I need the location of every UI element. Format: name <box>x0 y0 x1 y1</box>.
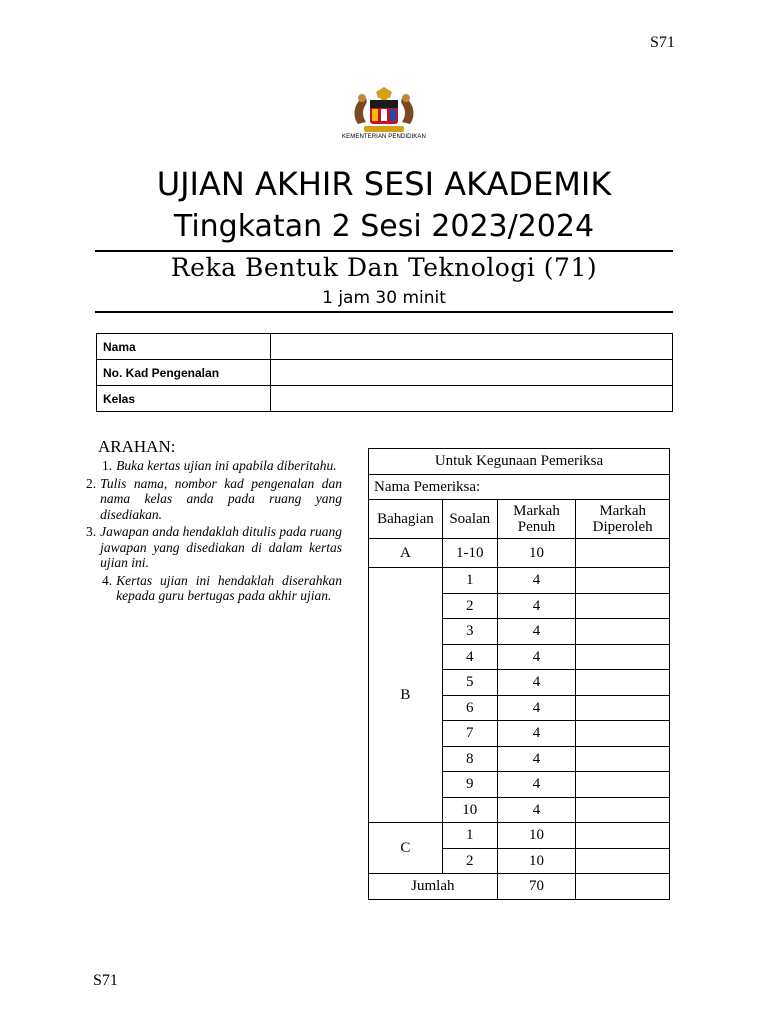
section-c-label: C <box>369 823 443 874</box>
obtained-mark-cell[interactable] <box>576 721 670 747</box>
table-row <box>369 474 670 500</box>
item-number: 1. <box>102 458 113 473</box>
obtained-mark-cell[interactable] <box>576 772 670 798</box>
item-text: Tulis nama, nombor kad pengenalan dan nama kelas anda pada ruang yang disediakan. <box>100 475 342 522</box>
exam-duration: 1 jam 30 minit <box>322 288 446 308</box>
table-row <box>369 500 670 539</box>
question-number: 2 <box>442 848 497 874</box>
obtained-mark-cell[interactable] <box>576 848 670 874</box>
table-row <box>97 334 673 360</box>
item-number: 4. <box>102 572 113 588</box>
question-number: 4 <box>442 644 497 670</box>
examiner-name-label: Nama Pemeriksa: <box>369 474 670 500</box>
section-a-question: 1-10 <box>442 539 497 568</box>
subject-title: Reka Bentuk Dan Teknologi (71) <box>170 253 598 282</box>
name-field[interactable] <box>271 334 673 360</box>
full-mark: 4 <box>497 746 576 772</box>
id-field[interactable] <box>271 360 673 386</box>
item-text: Kertas ujian ini hendaklah diserahkan kepada guru bertugas pada akhir ujian. <box>116 572 342 603</box>
section-a-label: A <box>369 539 443 568</box>
full-mark: 4 <box>497 670 576 696</box>
id-label: No. Kad Pengenalan <box>97 360 271 386</box>
column-header-obtained-marks: Markah Diperoleh <box>576 500 670 539</box>
coat-of-arms-logo <box>348 86 420 136</box>
section-b-label: B <box>369 568 443 823</box>
full-mark: 4 <box>497 619 576 645</box>
table-row <box>369 568 670 594</box>
class-field[interactable] <box>271 386 673 412</box>
exam-title: UJIAN AKHIR SESI AKADEMIK <box>156 165 612 203</box>
candidate-info-table <box>96 333 673 412</box>
full-mark: 4 <box>497 695 576 721</box>
question-number: 3 <box>442 619 497 645</box>
column-header-section: Bahagian <box>369 500 443 539</box>
page-code-top: S71 <box>650 34 675 51</box>
table-row <box>97 360 673 386</box>
marks-table <box>368 448 670 900</box>
table-row <box>369 823 670 849</box>
question-number: 6 <box>442 695 497 721</box>
class-label: Kelas <box>97 386 271 412</box>
obtained-mark-cell[interactable] <box>576 644 670 670</box>
question-number: 1 <box>442 568 497 594</box>
bottom-rule <box>95 311 673 313</box>
item-text: Buka kertas ujian ini apabila diberitahu. <box>116 458 337 473</box>
table-row <box>369 874 670 900</box>
full-mark: 4 <box>497 593 576 619</box>
item-number: 2. <box>86 475 97 491</box>
full-mark: 4 <box>497 721 576 747</box>
obtained-mark-cell[interactable] <box>576 670 670 696</box>
obtained-mark-cell[interactable] <box>576 797 670 823</box>
question-number: 5 <box>442 670 497 696</box>
obtained-mark-cell[interactable] <box>576 823 670 849</box>
question-number: 10 <box>442 797 497 823</box>
instructions-heading: ARAHAN: <box>98 437 176 456</box>
list-item <box>86 524 342 571</box>
instructions-list <box>86 458 342 606</box>
item-number: 3. <box>86 524 97 539</box>
column-header-question: Soalan <box>442 500 497 539</box>
section-a-obtained-cell[interactable] <box>576 539 670 568</box>
section-a-full-mark: 10 <box>497 539 576 568</box>
total-full-mark: 70 <box>497 874 576 900</box>
table-row <box>369 539 670 568</box>
question-number: 1 <box>442 823 497 849</box>
question-number: 7 <box>442 721 497 747</box>
full-mark: 4 <box>497 644 576 670</box>
item-text: Jawapan anda hendaklah ditulis pada ruang jawapan yang disediakan di dalam kertas ujian ini. <box>100 524 342 570</box>
full-mark: 4 <box>497 797 576 823</box>
full-mark: 4 <box>497 568 576 594</box>
full-mark: 10 <box>497 823 576 849</box>
marks-table-title: Untuk Kegunaan Pemeriksa <box>369 449 670 475</box>
question-number: 2 <box>442 593 497 619</box>
obtained-mark-cell[interactable] <box>576 568 670 594</box>
list-item <box>86 573 342 604</box>
obtained-mark-cell[interactable] <box>576 619 670 645</box>
name-label: Nama <box>97 334 271 360</box>
obtained-mark-cell[interactable] <box>576 746 670 772</box>
total-obtained-cell[interactable] <box>576 874 670 900</box>
page-code-bottom: S71 <box>93 972 118 989</box>
question-number: 8 <box>442 746 497 772</box>
ministry-label: KEMENTERIAN PENDIDIKAN <box>342 134 426 140</box>
total-label: Jumlah <box>369 874 498 900</box>
table-row <box>369 449 670 475</box>
list-item <box>86 458 342 474</box>
obtained-mark-cell[interactable] <box>576 695 670 721</box>
exam-subtitle: Tingkatan 2 Sesi 2023/2024 <box>173 209 595 244</box>
question-number: 9 <box>442 772 497 798</box>
obtained-mark-cell[interactable] <box>576 593 670 619</box>
list-item <box>86 476 342 523</box>
full-mark: 4 <box>497 772 576 798</box>
full-mark: 10 <box>497 848 576 874</box>
column-header-full-marks: Markah Penuh <box>497 500 576 539</box>
table-row <box>97 386 673 412</box>
